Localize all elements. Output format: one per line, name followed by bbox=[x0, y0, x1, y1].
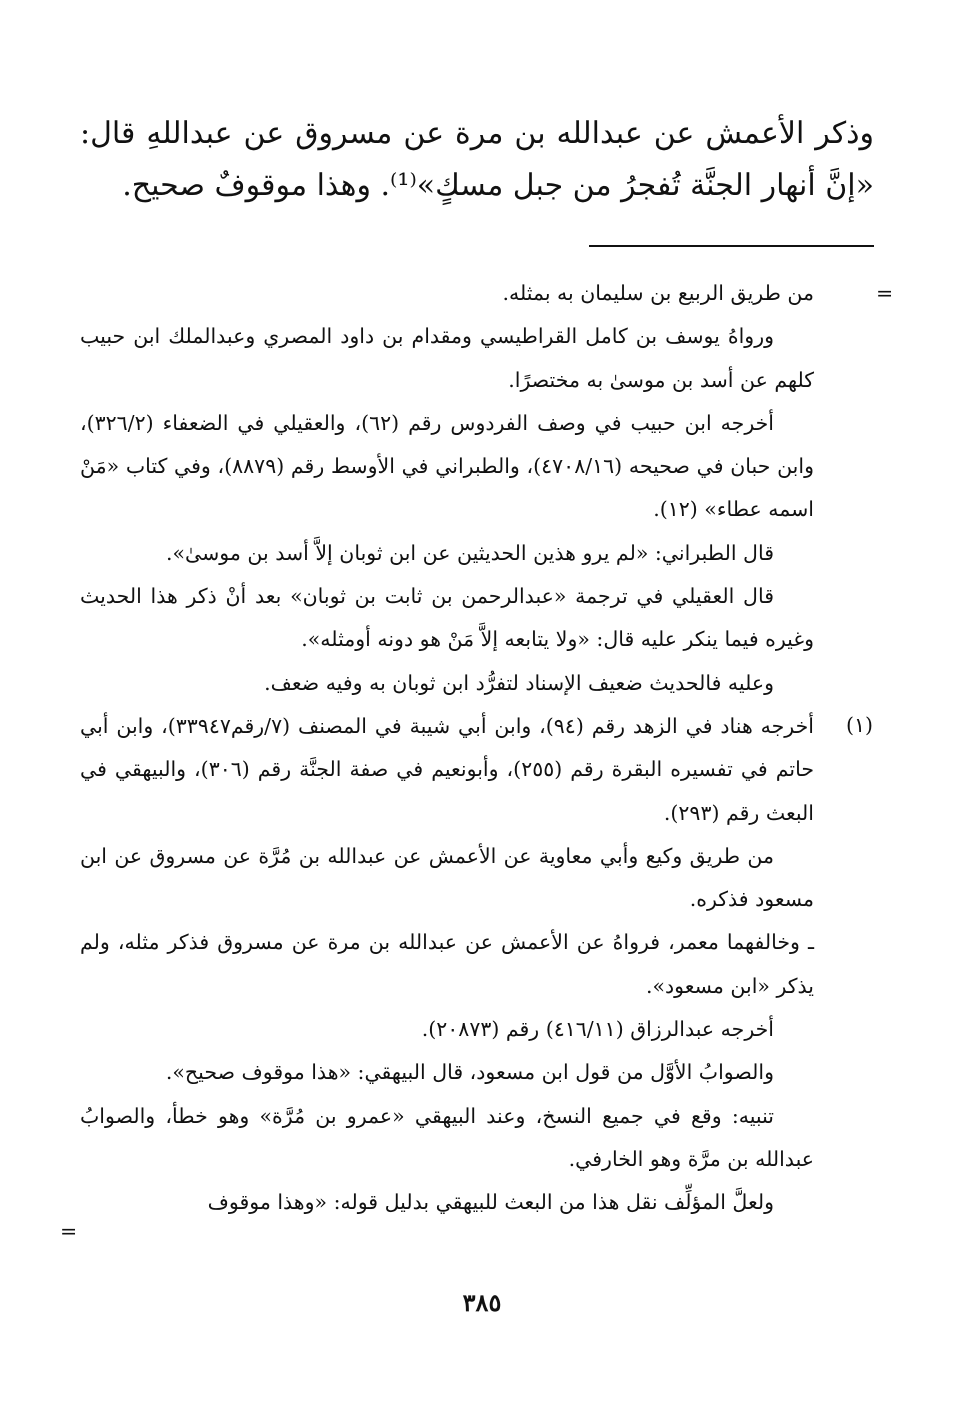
footnote-line: ـ وخالفهما معمر، فرواهُ عن الأعمش عن عبدالله بن مرة عن مسروق فذكر مثله، ولم يذكر «ابن مسعود». bbox=[80, 930, 814, 998]
continuation-marker: = bbox=[876, 281, 894, 305]
footnote-line: أخرجه عبدالرزاق (٤١٦/١١) رقم (٢٠٨٧٣). bbox=[421, 1017, 774, 1042]
footnote-line: وعليه فالحديث ضعيف الإسناد لتفرُّد ابن ثوبان به وفيه ضعف. bbox=[264, 670, 774, 695]
footnote-line: تنبيه: وقع في جميع النسخ، وعند البيهقي «عمرو بن مُرَّة» وهو خطأ، والصوابُ عبدالله بن مرَّة وهو الخارفي. bbox=[80, 1103, 814, 1171]
footnote-1-marker: (١) bbox=[846, 713, 874, 737]
end-continuation-marker: = bbox=[60, 1219, 78, 1243]
footnote-line: من طريق وكيع وأبي معاوية عن الأعمش عن عبدالله بن مُرَّة عن مسروق عن ابن مسعود فذكره. bbox=[80, 843, 814, 912]
main-paragraph: وذكر الأعمش عن عبدالله بن مرة عن مسروق عن عبداللهِ قال: «إنَّ أنهار الجنَّة تُفجرُ من جبل مسكٍ»⁽¹⁾. وهذا موقوفٌ صحيح. bbox=[80, 116, 874, 203]
page-number: ٣٨٥ bbox=[462, 1288, 502, 1317]
footnotes bbox=[80, 272, 814, 1225]
main-text bbox=[80, 108, 874, 212]
footnote-1-text: أخرجه هناد في الزهد رقم (٩٤)، وابن أبي شيبة في المصنف (٧/رقم٣٣٩٤٧)، وابن أبي حاتم في تفسيره البقرة رقم (٢٥٥)، وأبونعيم في صفة الجنَّة رقم (٣٠٦)، والبيهقي في البعث رقم (٢٩٣). bbox=[80, 713, 815, 825]
footnote-line: ورواهُ يوسف بن كامل القراطيسي ومقدام بن داود المصري وعبدالملك ابن حبيب كلهم عن أسد بن موسىٰ به مختصرًا. bbox=[80, 324, 814, 392]
footnote-line: أخرجه ابن حبيب في وصف الفردوس رقم (٦٢)، والعقيلي في الضعفاء (٣٢٦/٢)، وابن حبان في صحيحه (٤٧٠٨/١٦)، والطبراني في الأوسط رقم (٨٨٧٩)، وفي كتاب «مَنْ اسمه عطاء» (١٢). bbox=[80, 410, 814, 522]
footnote-divider bbox=[589, 245, 874, 247]
footnote-line: من طريق الربيع بن سليمان به بمثله. bbox=[502, 281, 814, 305]
footnote-line: ولعلَّ المؤلِّف نقل هذا من البعث للبيهقي بدليل قوله: «وهذا موقوف bbox=[207, 1190, 774, 1215]
footnote-line: قال الطبراني: «لم يرو هذين الحديثين عن ابن ثوبان إلاَّ أسد بن موسىٰ». bbox=[165, 540, 774, 565]
footnote-line: قال العقيلي في ترجمة «عبدالرحمن بن ثابت بن ثوبان» بعد أنْ ذكر هذا الحديث وغيره فيما ينكر عليه قال: «ولا يتابعه إلاَّ مَنْ هو دونه أومثله». bbox=[80, 584, 814, 652]
footnote-line: والصوابُ الأوَّل من قول ابن مسعود، قال البيهقي: «هذا موقوف صحيح». bbox=[165, 1060, 774, 1085]
